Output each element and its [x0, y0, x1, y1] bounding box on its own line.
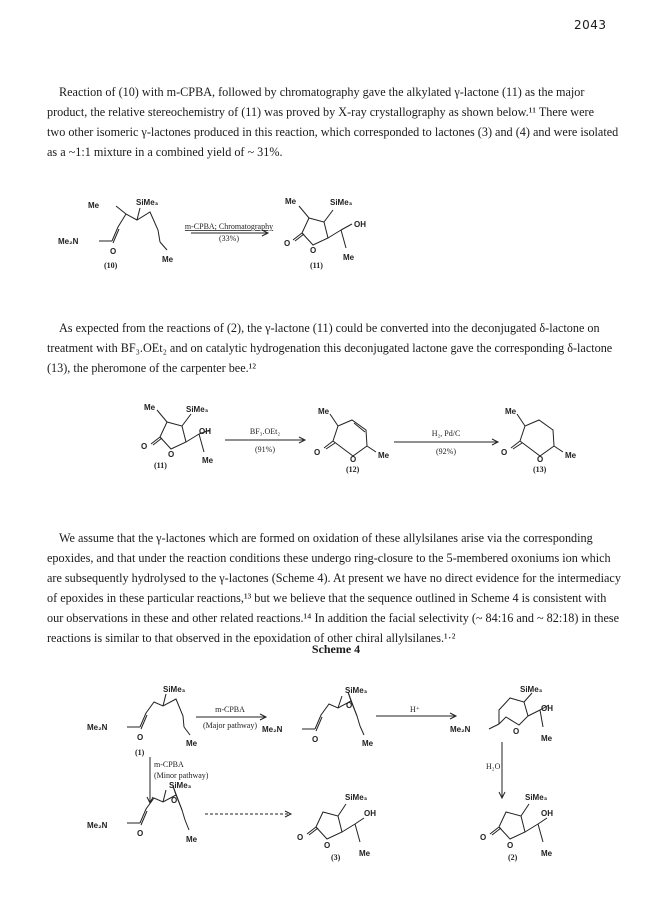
pathway-note: (Minor pathway): [154, 771, 209, 780]
atom-sime3: SiMe₃: [163, 685, 186, 694]
atom-me: Me: [285, 197, 297, 206]
reaction-arrow-1: [185, 222, 273, 243]
scheme-heading: Scheme 4: [311, 642, 361, 656]
atom-o: O: [171, 796, 178, 805]
reagent-label: BF₃.OEt₂: [249, 427, 281, 436]
reagent-label: m-CPBA; Chromatography: [184, 222, 274, 231]
compound-label: (2): [508, 853, 518, 862]
atom-o: O: [297, 833, 304, 842]
atom-sime3: SiMe₃: [169, 781, 192, 790]
yield-label: (33%): [219, 234, 239, 243]
atom-me: Me: [186, 835, 198, 844]
atom-o: O: [350, 455, 357, 464]
atom-nme2: Me₂N: [87, 723, 108, 732]
reagent-label: H⁺: [410, 705, 420, 714]
atom-o: O: [314, 448, 321, 457]
atom-o: O: [324, 841, 331, 850]
structure-12: [314, 407, 390, 474]
atom-me: Me: [378, 451, 390, 460]
atom-o: O: [537, 455, 544, 464]
structure-1: [87, 685, 198, 757]
arrow-acid: [376, 705, 456, 719]
structure-11: [284, 197, 366, 270]
paragraph-line: product, the relative stereochemistry of (11) was proved by X-ray crystallography as shown below.¹¹ There were: [47, 105, 594, 119]
atom-o: O: [137, 733, 144, 742]
atom-o: O: [507, 841, 514, 850]
structure-3: [297, 793, 376, 862]
arrow-dashed: [205, 811, 291, 817]
arrow-major: [196, 705, 266, 730]
structure-epoxide-major: [262, 686, 374, 748]
atom-me: Me: [186, 739, 198, 748]
paragraph-line: We assume that the γ-lactones which are formed on oxidation of these allylsilanes arise via the corresponding: [59, 531, 593, 545]
atom-me: Me: [88, 201, 100, 210]
atom-me: Me: [343, 253, 355, 262]
atom-nme2: Me₂N: [58, 237, 79, 246]
atom-o: O: [312, 735, 319, 744]
atom-o: O: [110, 247, 117, 256]
paragraph-line: two other isomeric γ-lactones produced in this reaction, which corresponded to lactones (3) and (4) and were isolated: [47, 125, 619, 139]
atom-nme2: Me₂N: [450, 725, 471, 734]
atom-oh: OH: [199, 427, 211, 436]
atom-sime3: SiMe₃: [345, 686, 368, 695]
compound-label: (13): [533, 465, 547, 474]
paragraph-line: treatment with BF₃.OEt₂ and on catalytic hydrogenation this deconjugated lactone gave the corresponding δ-lactone: [47, 341, 613, 355]
atom-me: Me: [362, 739, 374, 748]
atom-o: O: [480, 833, 487, 842]
structure-13: [501, 407, 577, 474]
atom-o: O: [168, 450, 175, 459]
structure-10: [58, 198, 174, 270]
pathway-note: (Major pathway): [203, 721, 257, 730]
atom-me: Me: [202, 456, 214, 465]
paragraph-line: our observations in these and other related reactions.¹⁴ In addition the facial selectivity (~ 84:16 and ~ 82:18) in these: [47, 611, 620, 625]
atom-nme2: Me₂N: [262, 725, 283, 734]
atom-oh: OH: [541, 704, 553, 713]
atom-me: Me: [144, 403, 156, 412]
atom-sime3: SiMe₃: [330, 198, 353, 207]
arrow-minor: [147, 757, 209, 803]
reaction-arrow-3: [394, 429, 498, 456]
atom-o: O: [310, 246, 317, 255]
atom-me: Me: [505, 407, 517, 416]
paragraph-line: Reaction of (10) with m-CPBA, followed by chromatography gave the alkylated γ-lactone (11) as the major: [59, 85, 585, 99]
paragraph-line: (13), the pheromone of the carpenter bee.¹²: [47, 361, 256, 375]
compound-label: (10): [104, 261, 118, 270]
page-number: 2043: [574, 18, 607, 32]
atom-o: O: [137, 829, 144, 838]
atom-me: Me: [318, 407, 330, 416]
arrow-water: [486, 742, 505, 798]
reagent-label: m-CPBA: [215, 705, 245, 714]
atom-me: Me: [565, 451, 577, 460]
structure-oxonium: [450, 685, 553, 743]
yield-label: (92%): [436, 447, 456, 456]
compound-label: (12): [346, 465, 360, 474]
compound-label: (1): [135, 748, 145, 757]
atom-oh: OH: [541, 809, 553, 818]
atom-sime3: SiMe₃: [525, 793, 548, 802]
atom-me: Me: [162, 255, 174, 264]
structure-2: [480, 793, 553, 862]
atom-o: O: [346, 701, 353, 710]
paragraph-line: as a ~1:1 mixture in a combined yield of ~ 31%.: [47, 145, 283, 159]
compound-label: (11): [310, 261, 323, 270]
paragraph-line: As expected from the reactions of (2), the γ-lactone (11) could be converted into the deconjugated δ-lactone on: [59, 321, 600, 335]
reagent-label: m-CPBA: [154, 760, 184, 769]
yield-label: (91%): [255, 445, 275, 454]
reagent-label: H₂, Pd/C: [431, 429, 461, 438]
compound-label: (3): [331, 853, 341, 862]
atom-me: Me: [541, 734, 553, 743]
compound-label: (11): [154, 461, 167, 470]
atom-o: O: [141, 442, 148, 451]
atom-sime3: SiMe₃: [186, 405, 209, 414]
atom-oh: OH: [364, 809, 376, 818]
structure-epoxide-minor: [87, 781, 198, 844]
atom-me: Me: [359, 849, 371, 858]
atom-sime3: SiMe₃: [136, 198, 159, 207]
paragraph-line: are subsequently hydrolysed to the γ-lactones (Scheme 4). At present we have no direct evidence for the intermediacy: [47, 571, 621, 585]
paragraph-line: epoxides, and that under the reaction conditions these undergo ring-closure to the 5-membered oxoniums ion which: [47, 551, 611, 565]
atom-nme2: Me₂N: [87, 821, 108, 830]
atom-o: O: [513, 727, 520, 736]
reaction-arrow-2: [225, 427, 305, 454]
atom-o: O: [501, 448, 508, 457]
paragraph-line: reactions is similar to that observed in the epoxidation of other chiral allylsilanes.¹·²: [47, 631, 456, 645]
atom-oh: OH: [354, 220, 366, 229]
atom-sime3: SiMe₃: [345, 793, 368, 802]
atom-sime3: SiMe₃: [520, 685, 543, 694]
structure-11b: [141, 403, 214, 470]
atom-o: O: [284, 239, 291, 248]
atom-me: Me: [541, 849, 553, 858]
paragraph-line: of epoxides in these particular reactions,¹³ but we believe that the sequence outlined in Scheme 4 is consistent with: [47, 591, 607, 605]
reagent-label: H₂O: [486, 762, 501, 771]
